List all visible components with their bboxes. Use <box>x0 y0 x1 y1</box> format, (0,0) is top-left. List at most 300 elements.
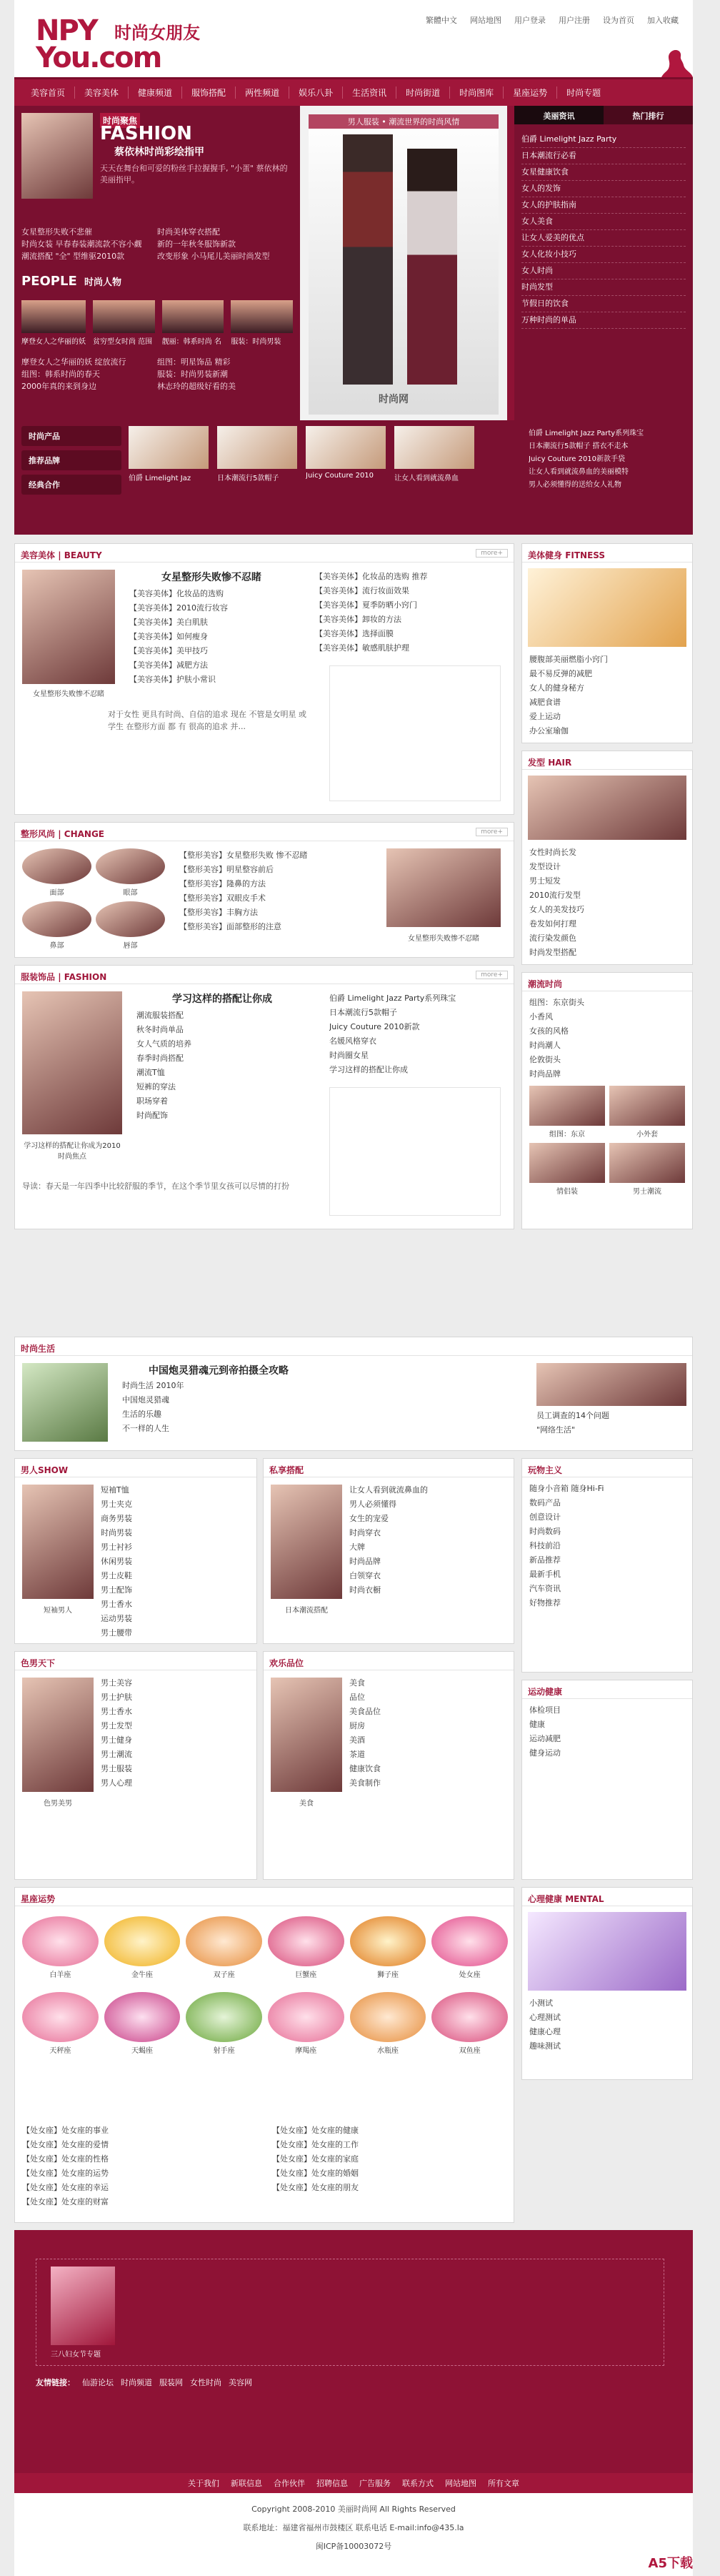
tab-ranking[interactable]: 热门排行 <box>604 106 693 124</box>
list-item[interactable]: 女生的宠爱 <box>349 1514 389 1523</box>
zodiac-leo-icon[interactable]: 狮子座 <box>350 1916 426 1979</box>
strip-thumb[interactable]: 日本潮流行5款帽子 <box>217 426 297 482</box>
list-item[interactable]: 【处女座】处女座的工作 <box>272 2140 359 2149</box>
list-item[interactable]: 【美容美体】流行妆面效果 <box>315 586 409 595</box>
list-item[interactable]: 卷发如何打理 <box>529 919 576 928</box>
hair-title-en: HAIR <box>548 758 572 768</box>
list-item[interactable]: 时尚衣橱 <box>349 1585 381 1595</box>
list-item[interactable]: 时尚圈女星 <box>329 1051 369 1060</box>
strip-thumb[interactable]: 让女人看到就流鼻血 <box>394 426 474 482</box>
list-item[interactable]: 【美容美体】护肤小常识 <box>129 675 216 684</box>
list-item[interactable]: 休闲男装 <box>101 1557 132 1566</box>
list-item[interactable]: 运动男装 <box>101 1614 132 1623</box>
match-photo-label: 日本潮流搭配 <box>285 1607 328 1615</box>
list-item[interactable]: 【处女座】处女座的朋友 <box>272 2183 359 2192</box>
list-item[interactable]: 日本潮流行5款帽子 <box>329 1008 397 1017</box>
list-item[interactable]: 潮流服装搭配 <box>136 1011 184 1020</box>
beauty-note: 对于女性 更具有时尚、自信的追求 现在 不管是女明星 或 学生 在整形方面 都 有 很高的追求 并... <box>108 710 306 731</box>
list-item[interactable]: 时尚品牌 <box>529 1069 561 1079</box>
list-item[interactable]: 新品推荐 <box>529 1555 561 1565</box>
list-item[interactable]: 【美容美体】美甲技巧 <box>129 646 208 655</box>
list-item[interactable]: 短袖T恤 <box>101 1485 129 1495</box>
men-photo[interactable] <box>22 1485 94 1599</box>
list-item[interactable]: 【处女座】处女座的幸运 <box>22 2183 109 2192</box>
more-button[interactable]: more+ <box>476 828 508 836</box>
strip-list-item[interactable]: Juicy Couture 2010新款手袋 <box>529 455 626 463</box>
people-title-cn: 时尚人物 <box>84 277 122 288</box>
list-item[interactable]: 伦敦街头 <box>529 1055 561 1064</box>
list-item[interactable]: 【美容美体】化妆品的选购 <box>129 589 224 598</box>
site-header <box>14 0 693 77</box>
list-item[interactable]: Juicy Couture 2010新款 <box>329 1022 420 1031</box>
street-thumb[interactable]: 组图：东京 <box>529 1086 605 1139</box>
list-item[interactable]: 体检项目 <box>529 1705 561 1715</box>
footer-link[interactable]: 新联信息 <box>231 2479 262 2488</box>
list-item[interactable]: 名媛风格穿衣 <box>329 1036 376 1046</box>
list-item[interactable]: 【处女座】处女座的运势 <box>22 2169 109 2178</box>
footer-icp[interactable]: 闽ICP备10003072号 <box>315 2542 392 2551</box>
list-item[interactable]: 男士皮鞋 <box>101 1571 132 1580</box>
friend-link[interactable]: 仙游论坛 <box>82 2378 114 2387</box>
friend-link[interactable]: 服装网 <box>159 2378 183 2387</box>
list-item[interactable]: 商务男装 <box>101 1514 132 1523</box>
zodiac-taurus-icon[interactable]: 金牛座 <box>104 1916 181 1979</box>
list-item[interactable]: 最不易反弹的减肥 <box>529 669 592 678</box>
list-item[interactable]: 潮流T恤 <box>136 1068 165 1077</box>
list-item[interactable]: 【美容美体】敏感肌肤护理 <box>315 643 409 653</box>
footer-link[interactable]: 关于我们 <box>188 2479 219 2488</box>
change-icon-eye[interactable]: 眼部 <box>96 848 165 897</box>
rank-item[interactable]: 女人的护肤指南 <box>521 197 686 214</box>
mental-section <box>521 1887 693 2080</box>
list-item[interactable]: 新的一年秋冬服饰新款 <box>157 239 236 249</box>
site-logo[interactable] <box>36 14 243 74</box>
list-item[interactable]: 不一样的人生 <box>122 1424 169 1433</box>
list-item[interactable]: 男士衬衫 <box>101 1542 132 1552</box>
toplink-favorite[interactable]: 加入收藏 <box>647 16 679 25</box>
street-section <box>521 972 693 1229</box>
list-item[interactable]: 【整形美容】明星整容前后 <box>179 865 274 874</box>
nav-item-beauty[interactable]: 美容美体 <box>75 86 129 99</box>
list-item[interactable]: 发型设计 <box>529 862 561 871</box>
beauty-title: 美容美体 <box>21 550 56 560</box>
sport-section <box>521 1680 693 1880</box>
list-item[interactable]: 【处女座】处女座的健康 <box>272 2126 359 2135</box>
strip-thumb[interactable]: 伯爵 Limelight Jaz <box>129 426 209 482</box>
list-item[interactable]: 【美容美体】夏季防晒小窍门 <box>315 600 417 610</box>
list-item[interactable]: 时尚穿衣 <box>349 1528 381 1537</box>
list-item[interactable]: 时尚品牌 <box>349 1557 381 1566</box>
rank-item[interactable]: 节假日的饮食 <box>521 296 686 312</box>
rank-item[interactable]: 女人化妆小技巧 <box>521 247 686 263</box>
friend-link[interactable]: 时尚频道 <box>121 2378 152 2387</box>
list-item[interactable]: 运动减肥 <box>529 1734 561 1743</box>
list-item[interactable]: 学习这样的搭配让你成 <box>329 1065 408 1074</box>
list-item[interactable]: 【处女座】处女座的事业 <box>22 2126 109 2135</box>
list-item[interactable]: 组图：韩系时尚的春天 <box>21 370 100 379</box>
list-item[interactable]: 生活的乐趣 <box>122 1410 161 1419</box>
rank-item[interactable]: 女星健康饮食 <box>521 164 686 181</box>
nav-item-gallery[interactable]: 时尚图库 <box>450 86 504 99</box>
toplink-traditional[interactable]: 繁體中文 <box>426 16 457 25</box>
change-photo[interactable] <box>386 848 501 927</box>
mental-title-en: MENTAL <box>565 1894 604 1904</box>
list-item[interactable]: 厨房 <box>349 1721 365 1730</box>
life-headline[interactable]: 中国炮灵猎魂元到帝拍摄全攻略 <box>149 1365 289 1377</box>
list-item[interactable]: 【处女座】处女座的婚姻 <box>272 2169 359 2178</box>
mental-title: 心理健康 <box>528 1894 563 1904</box>
beauty-photo[interactable] <box>22 570 115 684</box>
zodiac-capricorn-icon[interactable]: 摩羯座 <box>268 1992 344 2055</box>
list-item[interactable]: 【美容美体】减肥方法 <box>129 660 208 670</box>
logo-bottom-text: You.com <box>36 41 161 74</box>
list-item[interactable]: 2000年真的来到身边 <box>21 382 96 391</box>
change-title-en: CHANGE <box>64 829 104 839</box>
fitness-section <box>521 543 693 743</box>
list-item[interactable]: 秋冬时尚单品 <box>136 1025 184 1034</box>
fashion-headline[interactable]: 学习这样的搭配让你成 <box>172 994 272 1005</box>
list-item[interactable]: 男士夹克 <box>101 1500 132 1509</box>
list-item[interactable]: 时尚男装 <box>101 1528 132 1537</box>
more-button[interactable]: more+ <box>476 549 508 558</box>
list-item[interactable]: 潮流搭配 "全" 型维驱2010款 <box>21 252 125 261</box>
list-item[interactable]: 好物推荐 <box>529 1598 561 1607</box>
list-item[interactable]: 男士香水 <box>101 1707 132 1716</box>
list-item[interactable]: 美食品位 <box>349 1707 381 1716</box>
nav-item-ent[interactable]: 娱乐八卦 <box>289 86 343 99</box>
list-item[interactable]: 女星整形失败不悲催 <box>21 227 92 237</box>
list-item[interactable]: 【处女座】处女座的性格 <box>22 2154 109 2164</box>
rank-item[interactable]: 万种时尚的单品 <box>521 312 686 329</box>
list-item[interactable]: 摩登女人之华丽的妖 绽放流行 <box>21 357 126 367</box>
friends-pic-area <box>36 2259 664 2366</box>
friends-block <box>14 2230 693 2473</box>
list-item[interactable]: 时尚生活 2010年 <box>122 1381 184 1390</box>
change-section: 整形风尚 | CHANGE more+ 面部 眼部 鼻部 唇部 【整形美容】女星整形失败 惨不忍睹 【整形美容】明星整容前后 【整形美容】隆鼻的方法 【整形美容】双眼皮手术 【整形美容】丰胸方法 【整形美容】面部整形的注意 女星整形失败惨不忍睹 <box>14 822 514 958</box>
people-title-en: PEOPLE <box>21 274 77 289</box>
zodiac-gemini-icon[interactable]: 双子座 <box>186 1916 262 1979</box>
brand-en: FASHION <box>100 123 192 144</box>
list-item[interactable]: 男人心理 <box>101 1778 132 1788</box>
street-thumb[interactable]: 小外套 <box>609 1086 685 1139</box>
list-item[interactable]: 组图：明星饰品 精彩 <box>157 357 231 367</box>
list-item[interactable]: 时尚数码 <box>529 1527 561 1536</box>
list-item[interactable]: 男人必须懂得 <box>349 1500 396 1509</box>
strip-button-brands[interactable]: 推荐品牌 <box>21 450 121 470</box>
change-title: 整形风尚 <box>21 829 56 839</box>
fashion-photo[interactable] <box>22 991 122 1134</box>
list-item[interactable]: 女性时尚长发 <box>529 848 576 857</box>
life-right-photo[interactable] <box>536 1363 686 1406</box>
list-item[interactable]: 服装：时尚男装新潮 <box>157 370 228 379</box>
strip-list-item[interactable]: 伯爵 Limelight Jazz Party系列珠宝 <box>529 430 644 437</box>
list-item[interactable]: 美食 <box>349 1678 365 1688</box>
hero-ranking <box>514 106 693 420</box>
change-icon-face[interactable]: 面部 <box>22 848 91 897</box>
list-item[interactable]: 【处女座】处女座的家庭 <box>272 2154 359 2164</box>
hero-summary: 天天在舞台和可爱的粉丝手拉握握手, "小蛋" 蔡依林的美丽指甲。 <box>100 164 288 184</box>
list-item[interactable]: 【美容美体】如何瘦身 <box>129 632 208 641</box>
beauty-section: 美容美体 | BEAUTY more+ 女星整形失败惨不忍睹 女星整形失败惨不忍睹 【美容美体】化妆品的选购 【美容美体】2010流行妆容 【美容美体】美白肌肤 【美容美体】如何瘦身 【美容美体】美甲技巧 【美容美体】减肥方法 【美容美体】护肤小常识 【美容美体】化妆品的选购 推荐 【美容美体】流行妆面效果 【美容美体】夏季防晒小窍门 【美容美体】卸妆的方法 【美容美体】选择面膜 【美容美体】敏感肌肤护理 对于女性 更具有时尚、自信的追求 现在 不管是女明星 或 学生 在整形方面 都 有 很高的追求 并... <box>14 543 514 815</box>
hair-photo[interactable] <box>528 776 686 840</box>
strip-list-item[interactable]: 让女人看到就流鼻血的美丽模特 <box>529 468 629 476</box>
food-section <box>263 1651 514 1880</box>
people-title <box>21 274 121 289</box>
friend-links <box>36 2377 664 2388</box>
list-item[interactable]: 时尚美体穿衣搭配 <box>157 227 220 237</box>
strip-button-products[interactable]: 时尚产品 <box>21 426 121 446</box>
list-item[interactable]: 【整形美容】隆鼻的方法 <box>179 879 266 888</box>
nav-item-street[interactable]: 时尚街道 <box>396 86 450 99</box>
beauty-ad-box <box>329 665 501 801</box>
zodiac-pisces-icon[interactable]: 双鱼座 <box>431 1992 508 2055</box>
list-item[interactable]: 健康饮食 <box>349 1764 381 1773</box>
list-item[interactable]: 女人的健身秘方 <box>529 683 584 693</box>
list-item[interactable]: 减肥食谱 <box>529 698 561 707</box>
footer-link[interactable]: 所有文章 <box>488 2479 519 2488</box>
list-item[interactable]: 林志玲的超级好看的美 <box>157 382 236 391</box>
rank-item[interactable]: 日本潮流行必看 <box>521 148 686 164</box>
list-item[interactable]: 【美容美体】美白肌肤 <box>129 618 208 627</box>
hair-section <box>521 750 693 965</box>
rank-item[interactable]: 女人时尚 <box>521 263 686 279</box>
list-item[interactable]: 数码产品 <box>529 1498 561 1507</box>
list-item[interactable]: 男士配饰 <box>101 1585 132 1595</box>
list-item[interactable]: 【美容美体】选择面膜 <box>315 629 394 638</box>
list-item[interactable]: 时尚女装 早春春装潮流款不容小觑 <box>21 239 142 249</box>
list-item[interactable]: 女人气质的培养 <box>136 1039 191 1049</box>
strip-list-item[interactable]: 男人必须懂得的送给女人礼物 <box>529 481 621 489</box>
friend-link[interactable]: 女性时尚 <box>190 2378 221 2387</box>
list-item[interactable]: 职场穿着 <box>136 1096 168 1106</box>
nav-item-sex[interactable]: 两性频道 <box>236 86 289 99</box>
list-item[interactable]: 员工调查的14个问题 <box>536 1411 609 1420</box>
list-item[interactable]: 流行染发颜色 <box>529 933 576 943</box>
footer-copyright: Copyright 2008-2010 美丽时尚网 All Rights Reserved <box>251 2505 456 2514</box>
sport-title: 运动健康 <box>522 1680 692 1699</box>
list-item[interactable]: 腰腹部美丽燃脂小窍门 <box>529 655 608 664</box>
strip-thumb[interactable]: Juicy Couture 2010 <box>306 426 386 482</box>
strip-list-item[interactable]: 日本潮流行5款帽子 搭衣不走本 <box>529 442 629 450</box>
fitness-photo[interactable] <box>528 568 686 647</box>
footer-link[interactable]: 广告服务 <box>359 2479 391 2488</box>
people-thumb[interactable]: 贫穷型女时尚 范围 <box>93 300 155 346</box>
digital-section <box>521 1458 693 1673</box>
list-item[interactable]: 白领穿衣 <box>349 1571 381 1580</box>
list-item[interactable]: 趣味测试 <box>529 2041 561 2051</box>
toplink-register[interactable]: 用户注册 <box>559 16 590 25</box>
footer-link[interactable]: 网站地图 <box>445 2479 476 2488</box>
list-item[interactable]: 【整形美容】丰胸方法 <box>179 908 258 917</box>
list-item[interactable]: 2010流行发型 <box>529 891 581 900</box>
life-photo[interactable] <box>22 1363 108 1442</box>
fashion-photo-label: 学习这样的搭配让你成为2010时尚焦点 <box>24 1142 121 1161</box>
people-thumb[interactable]: 靓丽：韩系时尚 名 <box>162 300 224 346</box>
color-photo[interactable] <box>22 1678 94 1792</box>
list-item[interactable]: 健康 <box>529 1720 545 1729</box>
people-thumb[interactable]: 服装：时尚男装 <box>231 300 293 346</box>
more-button[interactable]: more+ <box>476 971 508 979</box>
list-item[interactable]: 【美容美体】卸妆的方法 <box>315 615 401 624</box>
list-item[interactable]: "网络生活" <box>536 1425 576 1435</box>
zodiac-sagittarius-icon[interactable]: 射手座 <box>186 1992 262 2055</box>
food-photo[interactable] <box>271 1678 342 1792</box>
list-item[interactable]: 男士发型 <box>101 1721 132 1730</box>
mental-photo[interactable] <box>528 1912 686 1991</box>
zodiac-aquarius-icon[interactable]: 水瓶座 <box>350 1992 426 2055</box>
tab-news[interactable]: 美丽资讯 <box>514 106 604 124</box>
people-list <box>21 356 293 392</box>
change-photo-label: 女星整形失败惨不忍睹 <box>408 935 479 943</box>
hero-center-photo[interactable] <box>300 106 507 420</box>
list-item[interactable]: 【整形美容】面部整形的注意 <box>179 922 281 931</box>
list-item[interactable]: 时尚潮人 <box>529 1041 561 1050</box>
zodiac-scorpio-icon[interactable]: 天蝎座 <box>104 1992 181 2055</box>
header-girl-icon <box>659 47 693 77</box>
list-item[interactable]: 男士美容 <box>101 1678 132 1688</box>
people-thumb[interactable]: 摩登女人之华丽的妖 <box>21 300 86 346</box>
match-photo[interactable] <box>271 1485 342 1599</box>
toplink-login[interactable]: 用户登录 <box>514 16 546 25</box>
list-item[interactable]: 心理测试 <box>529 2013 561 2022</box>
rank-item[interactable]: 让女人爱美的优点 <box>521 230 686 247</box>
list-item[interactable]: 时尚发型搭配 <box>529 948 576 957</box>
life-title: 时尚生活 <box>15 1337 692 1356</box>
list-item[interactable]: 品位 <box>349 1693 365 1702</box>
list-item[interactable]: 【整形美容】双眼皮手术 <box>179 893 266 903</box>
nav-item-health[interactable]: 健康频道 <box>129 86 182 99</box>
nav-item-fashion[interactable]: 服饰搭配 <box>182 86 236 99</box>
list-item[interactable]: 女孩的风格 <box>529 1026 569 1036</box>
brand-cn: 时尚聚焦 <box>100 113 140 128</box>
fashion-title: 服装饰品 <box>21 972 56 982</box>
zodiac-libra-icon[interactable]: 天秤座 <box>22 1992 99 2055</box>
friends-pic[interactable] <box>51 2267 115 2345</box>
footer <box>14 2473 693 2576</box>
footer-links <box>14 2473 693 2493</box>
list-item[interactable]: 【处女座】处女座的爱情 <box>22 2140 109 2149</box>
list-item[interactable]: 女人的美发技巧 <box>529 905 584 914</box>
color-photo-label: 色男美男 <box>44 1800 72 1808</box>
men-title: 男人SHOW <box>15 1459 256 1477</box>
strip-button-partners[interactable]: 经典合作 <box>21 475 121 495</box>
center-watermark: 时尚网 <box>379 394 409 405</box>
toplink-homepage[interactable]: 设为首页 <box>603 16 634 25</box>
list-item[interactable]: 春季时尚搭配 <box>136 1054 184 1063</box>
list-item[interactable]: 办公室瑜伽 <box>529 726 569 735</box>
list-item[interactable]: 汽车资讯 <box>529 1584 561 1593</box>
beauty-photo-label: 女星整形失败惨不忍睹 <box>33 690 104 698</box>
toplink-sitemap[interactable]: 网站地图 <box>470 16 501 25</box>
beauty-headline[interactable]: 女星整形失败惨不忍睹 <box>161 572 261 583</box>
friends-pic-label: 三八妇女节专题 <box>51 2351 101 2359</box>
list-item[interactable]: 伯爵 Limelight Jazz Party系列珠宝 <box>329 994 456 1003</box>
list-item[interactable]: 男士健身 <box>101 1735 132 1745</box>
hair-title: 发型 <box>528 758 546 768</box>
hero-strip <box>14 420 693 535</box>
rank-item[interactable]: 女人的发饰 <box>521 181 686 197</box>
hero-list <box>21 226 293 262</box>
footer-link[interactable]: 招聘信息 <box>316 2479 348 2488</box>
rank-item[interactable]: 时尚发型 <box>521 279 686 296</box>
list-item[interactable]: 男士潮流 <box>101 1750 132 1759</box>
list-item[interactable]: 男士短发 <box>529 876 561 886</box>
zodiac-aries-icon[interactable]: 白羊座 <box>22 1916 99 1979</box>
list-item[interactable]: 男士护肤 <box>101 1693 132 1702</box>
list-item[interactable]: 美食制作 <box>349 1778 381 1788</box>
men-photo-label: 短袖男人 <box>44 1607 72 1615</box>
list-item[interactable]: 爱上运动 <box>529 712 561 721</box>
list-item[interactable]: 时尚配饰 <box>136 1111 168 1120</box>
beauty-title-en: BEAUTY <box>64 550 102 560</box>
list-item[interactable]: 最新手机 <box>529 1570 561 1579</box>
list-item[interactable]: 中国炮灵猎魂 <box>122 1395 169 1405</box>
list-item[interactable]: 【美容美体】化妆品的选购 推荐 <box>315 572 428 581</box>
nav-item-life[interactable]: 生活资讯 <box>343 86 396 99</box>
list-item[interactable]: 男士香水 <box>101 1600 132 1609</box>
digital-title: 玩物主义 <box>522 1459 692 1477</box>
change-icon-lips[interactable]: 唇部 <box>96 901 165 950</box>
nav-item-topic[interactable]: 时尚专题 <box>566 88 601 98</box>
model-woman <box>407 149 457 385</box>
list-item[interactable]: 小测试 <box>529 1998 553 2008</box>
rank-item[interactable]: 伯爵 Limelight Jazz Party <box>521 132 686 148</box>
street-title: 潮流时尚 <box>522 973 692 991</box>
list-item[interactable]: 【整形美容】女星整形失败 惨不忍睹 <box>179 851 308 860</box>
list-item[interactable]: 男士服装 <box>101 1764 132 1773</box>
hero-headline[interactable]: 蔡依林时尚彩绘指甲 <box>114 147 204 158</box>
nav-item-star[interactable]: 星座运势 <box>504 86 557 99</box>
rank-item[interactable]: 女人美食 <box>521 214 686 230</box>
model-man <box>343 134 393 385</box>
zodiac-virgo-icon[interactable]: 处女座 <box>431 1916 508 1979</box>
list-item[interactable]: 科技前沿 <box>529 1541 561 1550</box>
list-item[interactable]: 组图：东京街头 <box>529 998 584 1007</box>
list-item[interactable]: 【处女座】处女座的财富 <box>22 2197 109 2206</box>
friend-link[interactable]: 美容网 <box>229 2378 252 2387</box>
zodiac-cancer-icon[interactable]: 巨蟹座 <box>268 1916 344 1979</box>
people-thumbs <box>21 300 293 346</box>
footer-address: 联系地址：福建省福州市鼓楼区 联系电话 E-mail:info@435.la <box>243 2523 464 2532</box>
list-item[interactable]: 美酒 <box>349 1735 365 1745</box>
friend-links-title: 友情链接： <box>36 2378 75 2387</box>
list-item[interactable]: 健康心理 <box>529 2027 561 2036</box>
street-thumb[interactable]: 男士潮流 <box>609 1143 685 1196</box>
list-item[interactable]: 改变形象 小马尾儿美丽时尚发型 <box>157 252 270 261</box>
list-item[interactable]: 茶道 <box>349 1750 365 1759</box>
footer-link[interactable]: 合作伙伴 <box>274 2479 305 2488</box>
street-thumb[interactable]: 情侣装 <box>529 1143 605 1196</box>
change-icon-nose[interactable]: 鼻部 <box>22 901 91 950</box>
logo-top-text: NPY <box>36 14 97 47</box>
top-links <box>426 14 679 26</box>
fashion-title-en: FASHION <box>64 972 107 982</box>
food-title: 欢乐品位 <box>264 1652 514 1670</box>
list-item[interactable]: 让女人看到就流鼻血的 <box>349 1485 428 1495</box>
hero-cover-image[interactable] <box>21 113 93 199</box>
list-item[interactable]: 大牌 <box>349 1542 365 1552</box>
list-item[interactable]: 男士腰带 <box>101 1628 132 1638</box>
list-item[interactable]: 短裤的穿法 <box>136 1082 176 1091</box>
footer-link[interactable]: 联系方式 <box>402 2479 434 2488</box>
match-section <box>263 1458 514 1644</box>
list-item[interactable]: 创意设计 <box>529 1512 561 1522</box>
list-item[interactable]: 健身运动 <box>529 1748 561 1758</box>
list-item[interactable]: 小香风 <box>529 1012 553 1021</box>
list-item[interactable]: 随身小音箱 随身Hi-Fi <box>529 1484 604 1493</box>
list-item[interactable]: 【美容美体】2010流行妆容 <box>129 603 228 613</box>
nav-item-home[interactable]: 美容首页 <box>21 86 75 99</box>
